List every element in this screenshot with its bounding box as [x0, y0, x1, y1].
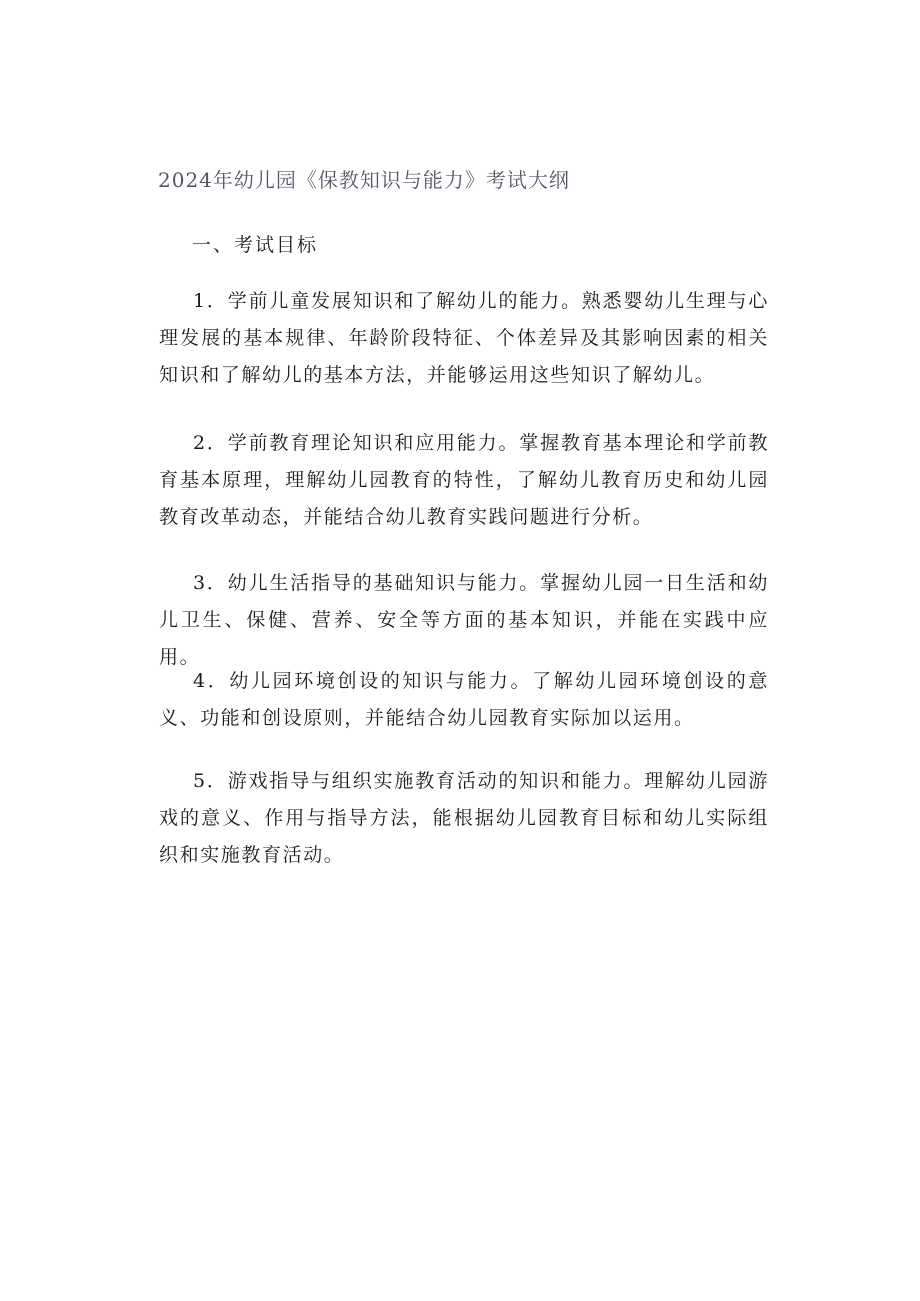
document-title: 2024年幼儿园《保教知识与能力》考试大纲: [158, 168, 570, 192]
paragraph-4: 4．幼儿园环境创设的知识与能力。了解幼儿园环境创设的意义、功能和创设原则，并能结合幼儿园教育实际加以运用。: [159, 670, 769, 729]
paragraph-2: 2．学前教育理论知识和应用能力。掌握教育基本理论和学前教育基本原理，理解幼儿园教育的特性，了解幼儿教育历史和幼儿园教育改革动态，并能结合幼儿教育实践问题进行分析。: [159, 432, 769, 528]
paragraph-5: 5．游戏指导与组织实施教育活动的知识和能力。理解幼儿园游戏的意义、作用与指导方法，能根据幼儿园教育目标和幼儿实际组织和实施教育活动。: [159, 770, 769, 866]
section-heading: 一、考试目标: [192, 234, 319, 256]
paragraph-1: 1．学前儿童发展知识和了解幼儿的能力。熟悉婴幼儿生理与心理发展的基本规律、年龄阶段特征、个体差异及其影响因素的相关知识和了解幼儿的基本方法，并能够运用这些知识了解幼儿。: [159, 290, 769, 386]
paragraph-3: 3．幼儿生活指导的基础知识与能力。掌握幼儿园一日生活和幼儿卫生、保健、营养、安全等方面的基本知识，并能在实践中应用。: [159, 572, 769, 668]
